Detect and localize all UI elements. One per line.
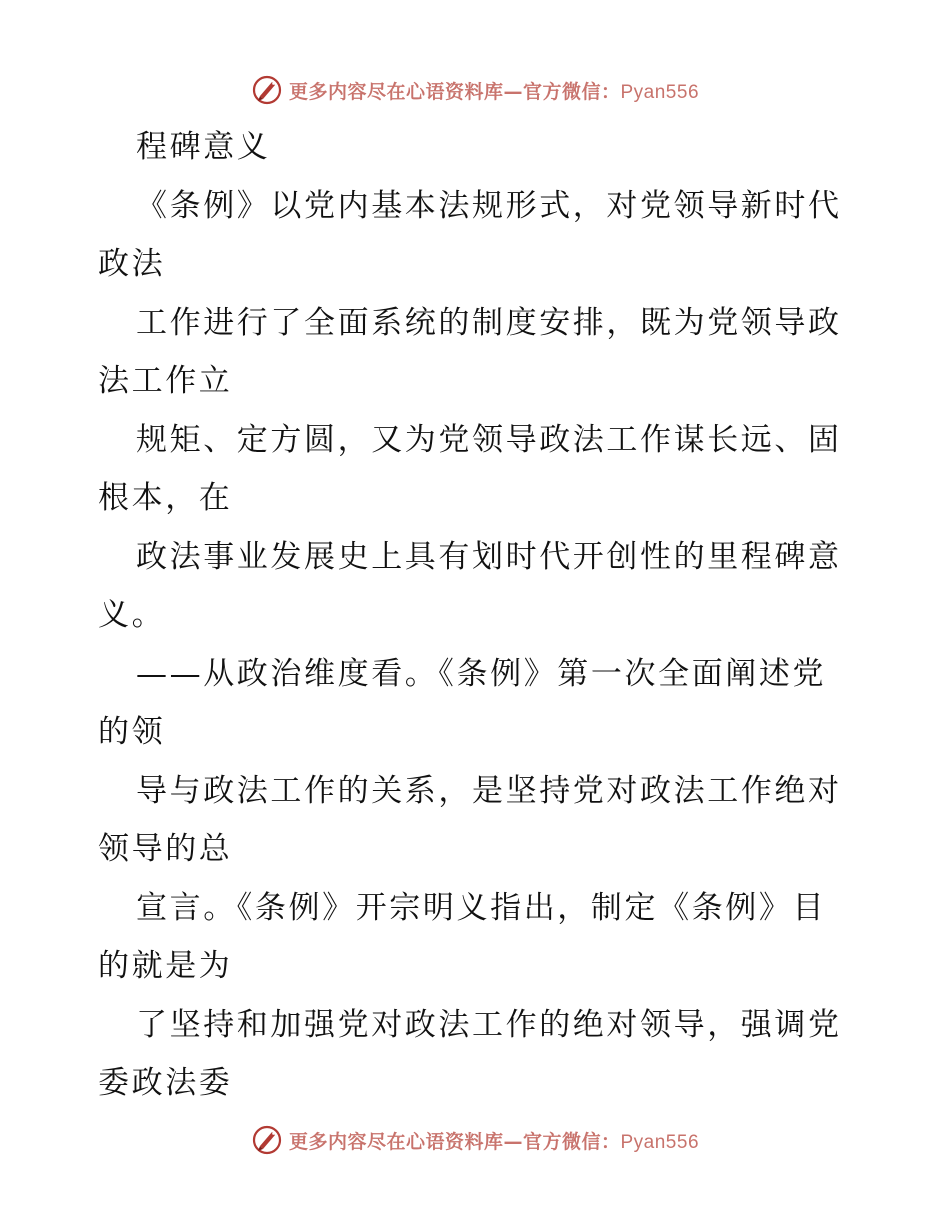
header-watermark [0,70,950,110]
watermark-wechat-id: Pyan556 [620,81,700,103]
text-line: 规矩、定方圆，又为党领导政法工作谋长远、固 [136,421,842,458]
text-line: 程碑意义 [136,129,271,165]
watermark-wechat-id: Pyan556 [620,1131,700,1153]
text-line: 根本，在 [98,480,233,516]
footer-watermark [0,1120,950,1160]
pen-logo-icon [251,74,283,106]
text-line: 政法事业发展史上具有划时代开创性的里程碑意 [136,538,842,575]
text-line: 了坚持和加强党对政法工作的绝对领导，强调党 [136,1006,842,1043]
text-line: 的就是为 [98,948,233,984]
text-line: 义。 [98,597,166,633]
text-line: 法工作立 [98,363,233,399]
text-line: 的领 [98,714,166,750]
text-line: 导与政法工作的关系，是坚持党对政法工作绝对 [136,772,842,809]
text-line: 领导的总 [98,831,233,867]
text-line: 工作进行了全面系统的制度安排，既为党领导政 [136,304,842,341]
pen-logo-icon [251,1124,283,1156]
watermark-text: 更多内容尽在心语资料库—官方微信：Pyan556 [288,80,700,103]
watermark-text: 更多内容尽在心语资料库—官方微信：Pyan556 [288,1130,700,1153]
text-line: 政法 [98,246,166,282]
text-line: ——从政治维度看。《条例》第一次全面阐述党 [136,655,827,692]
text-line: 宣言。《条例》开宗明义指出，制定《条例》目 [136,889,827,926]
document-body [98,118,858,1113]
text-line: 委政法委 [98,1065,233,1101]
text-line: 《条例》以党内基本法规形式，对党领导新时代 [136,187,842,224]
